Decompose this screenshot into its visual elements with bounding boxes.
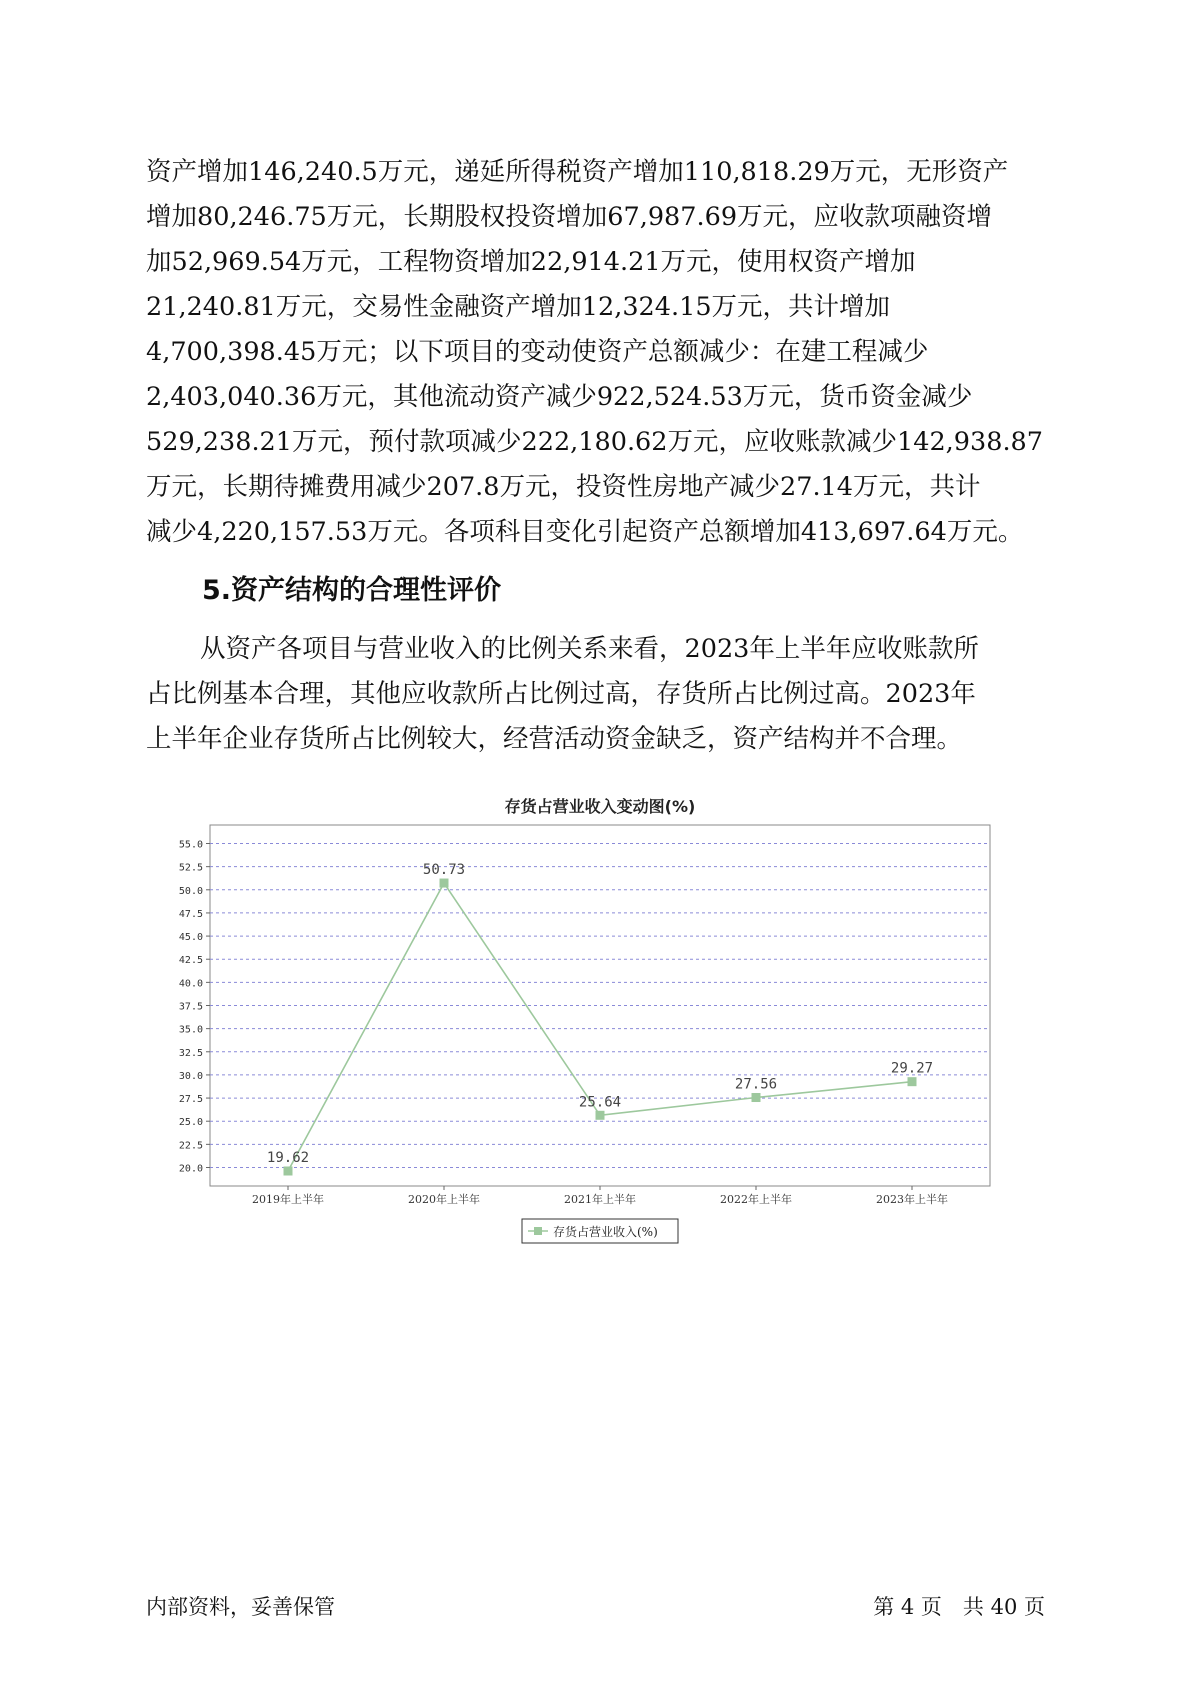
- paragraph-line: 加52,969.54万元，工程物资增加22,914.21万元，使用权资产增加: [146, 247, 916, 277]
- y-tick-label: 25.0: [178, 1117, 203, 1129]
- y-tick-label: 40.0: [178, 978, 203, 990]
- paragraph-line: 21,240.81万元，交易性金融资产增加12,324.15万元，共计增加: [146, 292, 891, 322]
- legend-marker: [534, 1227, 542, 1235]
- y-tick-label: 45.0: [178, 932, 203, 944]
- paragraph-line: 4,700,398.45万元；以下项目的变动使资产总额减少：在建工程减少: [146, 337, 929, 367]
- data-label: 25.64: [578, 1094, 622, 1111]
- x-tick-label: 2021年上半年: [564, 1193, 636, 1206]
- paragraph-asset-changes: [146, 150, 1046, 555]
- footer-page-number: 第 4 页 共 40 页: [873, 1595, 1045, 1619]
- y-tick-label: 55.0: [178, 839, 203, 851]
- data-label: 50.73: [422, 862, 466, 879]
- legend: [522, 1219, 678, 1243]
- y-tick-label: 32.5: [178, 1047, 203, 1059]
- y-tick-label: 30.0: [178, 1070, 203, 1082]
- y-tick-label: 42.5: [178, 955, 203, 967]
- paragraph-line: 529,238.21万元，预付款项减少222,180.62万元，应收账款减少142,938.87: [146, 427, 1044, 457]
- data-point: [908, 1077, 917, 1086]
- y-tick-label: 22.5: [178, 1140, 203, 1152]
- y-tick-label: 35.0: [178, 1024, 203, 1036]
- data-point: [284, 1167, 293, 1176]
- paragraph-line: 占比例基本合理，其他应收款所占比例过高，存货所占比例过高。2023年: [146, 679, 976, 709]
- y-tick-label: 50.0: [178, 885, 203, 897]
- x-tick-label: 2022年上半年: [720, 1193, 792, 1206]
- x-axis: [252, 1186, 948, 1206]
- legend-label: 存货占营业收入(%): [553, 1225, 658, 1239]
- y-tick-label: 20.0: [178, 1163, 203, 1175]
- data-point: [440, 879, 449, 888]
- section-heading: 5.资产结构的合理性评价: [202, 575, 502, 606]
- paragraph-line: 从资产各项目与营业收入的比例关系来看，2023年上半年应收账款所: [200, 634, 979, 664]
- paragraph-line: 减少4,220,157.53万元。各项科目变化引起资产总额增加413,697.64万元。: [146, 517, 1024, 547]
- paragraph-line: 资产增加146,240.5万元，递延所得税资产增加110,818.29万元，无形资产: [146, 157, 1009, 187]
- paragraph-line: 万元，长期待摊费用减少207.8万元，投资性房地产减少27.14万元，共计: [146, 472, 981, 502]
- y-tick-label: 27.5: [178, 1094, 203, 1106]
- x-tick-label: 2023年上半年: [876, 1193, 948, 1206]
- data-point: [596, 1111, 605, 1120]
- x-tick-label: 2019年上半年: [252, 1193, 324, 1206]
- chart-title: 存货占营业收入变动图(%): [504, 797, 696, 816]
- y-tick-label: 37.5: [178, 1001, 203, 1013]
- paragraph-line: 增加80,246.75万元，长期股权投资增加67,987.69万元，应收款项融资增: [146, 202, 993, 232]
- data-point: [752, 1093, 761, 1102]
- inventory-ratio-line-chart: [170, 786, 1030, 1246]
- y-tick-label: 52.5: [178, 862, 203, 874]
- data-label: 27.56: [734, 1076, 778, 1093]
- y-tick-label: 47.5: [178, 908, 203, 920]
- footer-confidential-note: 内部资料，妥善保管: [146, 1595, 335, 1619]
- data-label: 19.62: [266, 1150, 310, 1167]
- x-tick-label: 2020年上半年: [408, 1193, 480, 1206]
- paragraph-structure-evaluation: [146, 627, 1046, 762]
- data-label: 29.27: [890, 1060, 934, 1077]
- paragraph-line: 上半年企业存货所占比例较大，经营活动资金缺乏，资产结构并不合理。: [146, 724, 963, 754]
- paragraph-line: 2,403,040.36万元，其他流动资产减少922,524.53万元，货币资金减少: [146, 382, 973, 412]
